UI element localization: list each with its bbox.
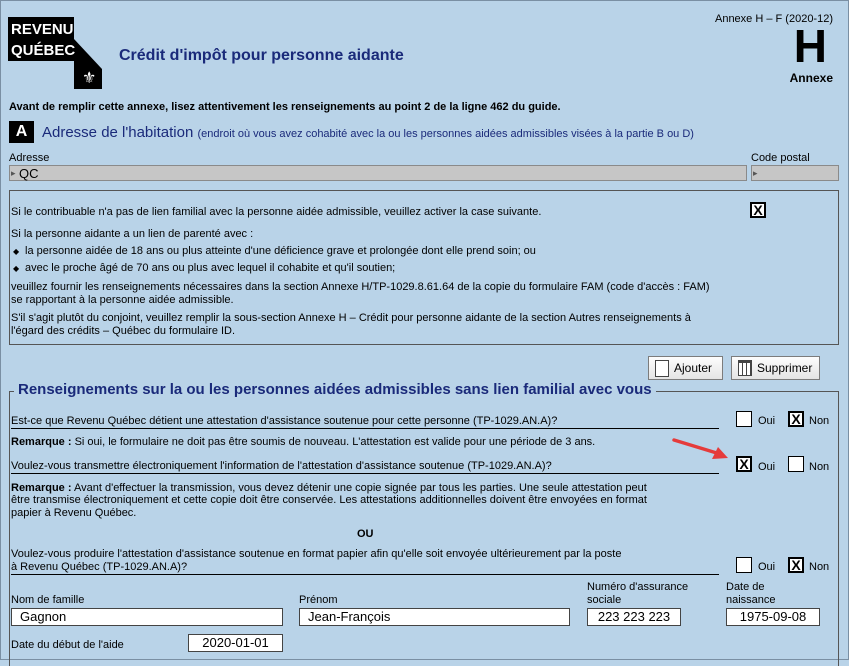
- first-name-label: Prénom: [299, 594, 338, 606]
- dob-field[interactable]: 1975-09-08: [726, 608, 820, 626]
- q2-oui-checkbox[interactable]: X: [736, 456, 752, 472]
- address-label: Adresse: [9, 152, 50, 164]
- sin-field[interactable]: 223 223 223: [587, 608, 681, 626]
- remark-2-line2: être transmise électroniquement et cette copie doit être conservée. Les attestations additionnelles doivent être envoyées en format: [11, 494, 647, 506]
- start-date-field[interactable]: 2020-01-01: [188, 634, 283, 652]
- annex-code: Annexe H – F (2020-12): [714, 13, 833, 25]
- postal-code-label: Code postal: [751, 152, 810, 164]
- q3-oui-label: Oui: [758, 561, 776, 573]
- trash-icon: [738, 360, 752, 376]
- annex-letter: H: [793, 20, 827, 72]
- logo-line1: REVENU: [11, 21, 74, 38]
- q2-non-label: Non: [809, 461, 830, 473]
- remark-2-text-l1: Avant d'effectuer la transmission, vous devez détenir une copie signée par tous les parties. Une seule attestation peut: [73, 482, 647, 494]
- q2-non-checkbox[interactable]: [788, 456, 804, 472]
- section-a-title-text: Adresse de l'habitation: [42, 124, 194, 141]
- remark-1-label: Remarque :: [11, 436, 72, 448]
- q1-non-checkbox[interactable]: X: [788, 411, 804, 427]
- info-line1: Si le contribuable n'a pas de lien familial avec la personne aidée admissible, veuillez activer la case suivante.: [11, 206, 542, 218]
- q2-oui-label: Oui: [758, 461, 776, 473]
- remark-1: [11, 436, 595, 449]
- add-button[interactable]: [648, 356, 723, 380]
- q3-oui-checkbox[interactable]: [736, 557, 752, 573]
- q3-non-label: Non: [809, 561, 830, 573]
- question-1: Est-ce que Revenu Québec détient une attestation d'assistance soutenue pour cette personne (TP-1029.AN.A)?: [11, 415, 719, 429]
- add-button-label: Ajouter: [674, 361, 713, 375]
- last-name-field[interactable]: Gagnon: [11, 608, 283, 626]
- address-field[interactable]: ▸ QC: [9, 165, 747, 181]
- info-bullet1: ◆ la personne aidée de 18 ans ou plus atteinte d'une déficience grave et prolongée dont elle prend soin; ou: [25, 245, 536, 258]
- section-a-title: [42, 124, 694, 141]
- page-title: Crédit d'impôt pour personne aidante: [119, 47, 404, 64]
- delete-button-label: Supprimer: [757, 361, 813, 375]
- delete-button[interactable]: [731, 356, 820, 380]
- no-family-link-checkbox[interactable]: X: [750, 202, 766, 218]
- info-line4b: l'égard des crédits – Québec du formulaire ID.: [11, 325, 236, 337]
- dob-label-line1: Date de: [726, 581, 765, 593]
- info-line2: Si la personne aidante a un lien de parenté avec :: [11, 228, 254, 240]
- info-line3a: veuillez fournir les renseignements nécessaires dans la section Annexe H/TP-1029.8.61.64 de la copie du formulaire FAM (code d'accès : FAM): [11, 281, 710, 293]
- info-bullet2: ◆ avec le proche âgé de 70 ans ou plus avec lequel il cohabite et qu'il soutien;: [25, 262, 395, 275]
- q3-non-checkbox[interactable]: X: [788, 557, 804, 573]
- section-a-letter: A: [9, 121, 34, 143]
- persons-section-title: Renseignements sur la ou les personnes aidées admissibles sans lien familial avec vous: [14, 381, 656, 398]
- ou-separator: OU: [357, 528, 374, 540]
- section-a-subtitle: (endroit où vous avez cohabité avec la ou les personnes aidées admissibles visées à la partie B ou D): [197, 128, 694, 140]
- q1-non-label: Non: [809, 415, 830, 427]
- start-date-label: Date du début de l'aide: [11, 639, 124, 651]
- red-arrow-annotation: [672, 437, 732, 461]
- revenu-quebec-logo: [8, 17, 102, 89]
- remark-1-text: Si oui, le formulaire ne doit pas être soumis de nouveau. L'attestation est valide pour une période de 3 ans.: [74, 436, 596, 448]
- annex-label: Annexe: [789, 71, 833, 85]
- sin-label-line2: sociale: [587, 594, 622, 606]
- remark-2-label: Remarque :: [11, 482, 72, 494]
- first-name-field[interactable]: Jean-François: [299, 608, 570, 626]
- question-2: Voulez-vous transmettre électroniquement l'information de l'attestation d'assistance soutenue (TP-1029.AN.A)?: [11, 460, 719, 474]
- fleur-de-lis-icon: ⚜: [82, 68, 97, 87]
- q1-oui-checkbox[interactable]: [736, 411, 752, 427]
- sin-label-line1: Numéro d'assurance: [587, 581, 689, 593]
- info-line3b: se rapportant à la personne aidée admissible.: [11, 294, 234, 306]
- question-3-line1: Voulez-vous produire l'attestation d'assistance soutenue en format papier afin qu'elle soit envoyée ultérieurement par la poste: [11, 548, 622, 560]
- logo-line2: QUÉBEC: [11, 42, 76, 59]
- question-3-line2: à Revenu Québec (TP-1029.AN.A)?: [11, 561, 719, 575]
- dob-label-line2: naissance: [726, 594, 776, 606]
- last-name-label: Nom de famille: [11, 594, 85, 606]
- postal-code-field[interactable]: [751, 165, 839, 181]
- info-line4a: S'il s'agit plutôt du conjoint, veuillez remplir la sous-section Annexe H – Crédit pour personne aidante de la section Autres renseignements à: [11, 312, 691, 324]
- document-icon: [655, 360, 669, 377]
- q1-oui-label: Oui: [758, 415, 776, 427]
- intro-text: Avant de remplir cette annexe, lisez attentivement les renseignements au point 2 de la ligne 462 du guide.: [9, 101, 561, 113]
- remark-2-line3: papier à Revenu Québec.: [11, 507, 137, 519]
